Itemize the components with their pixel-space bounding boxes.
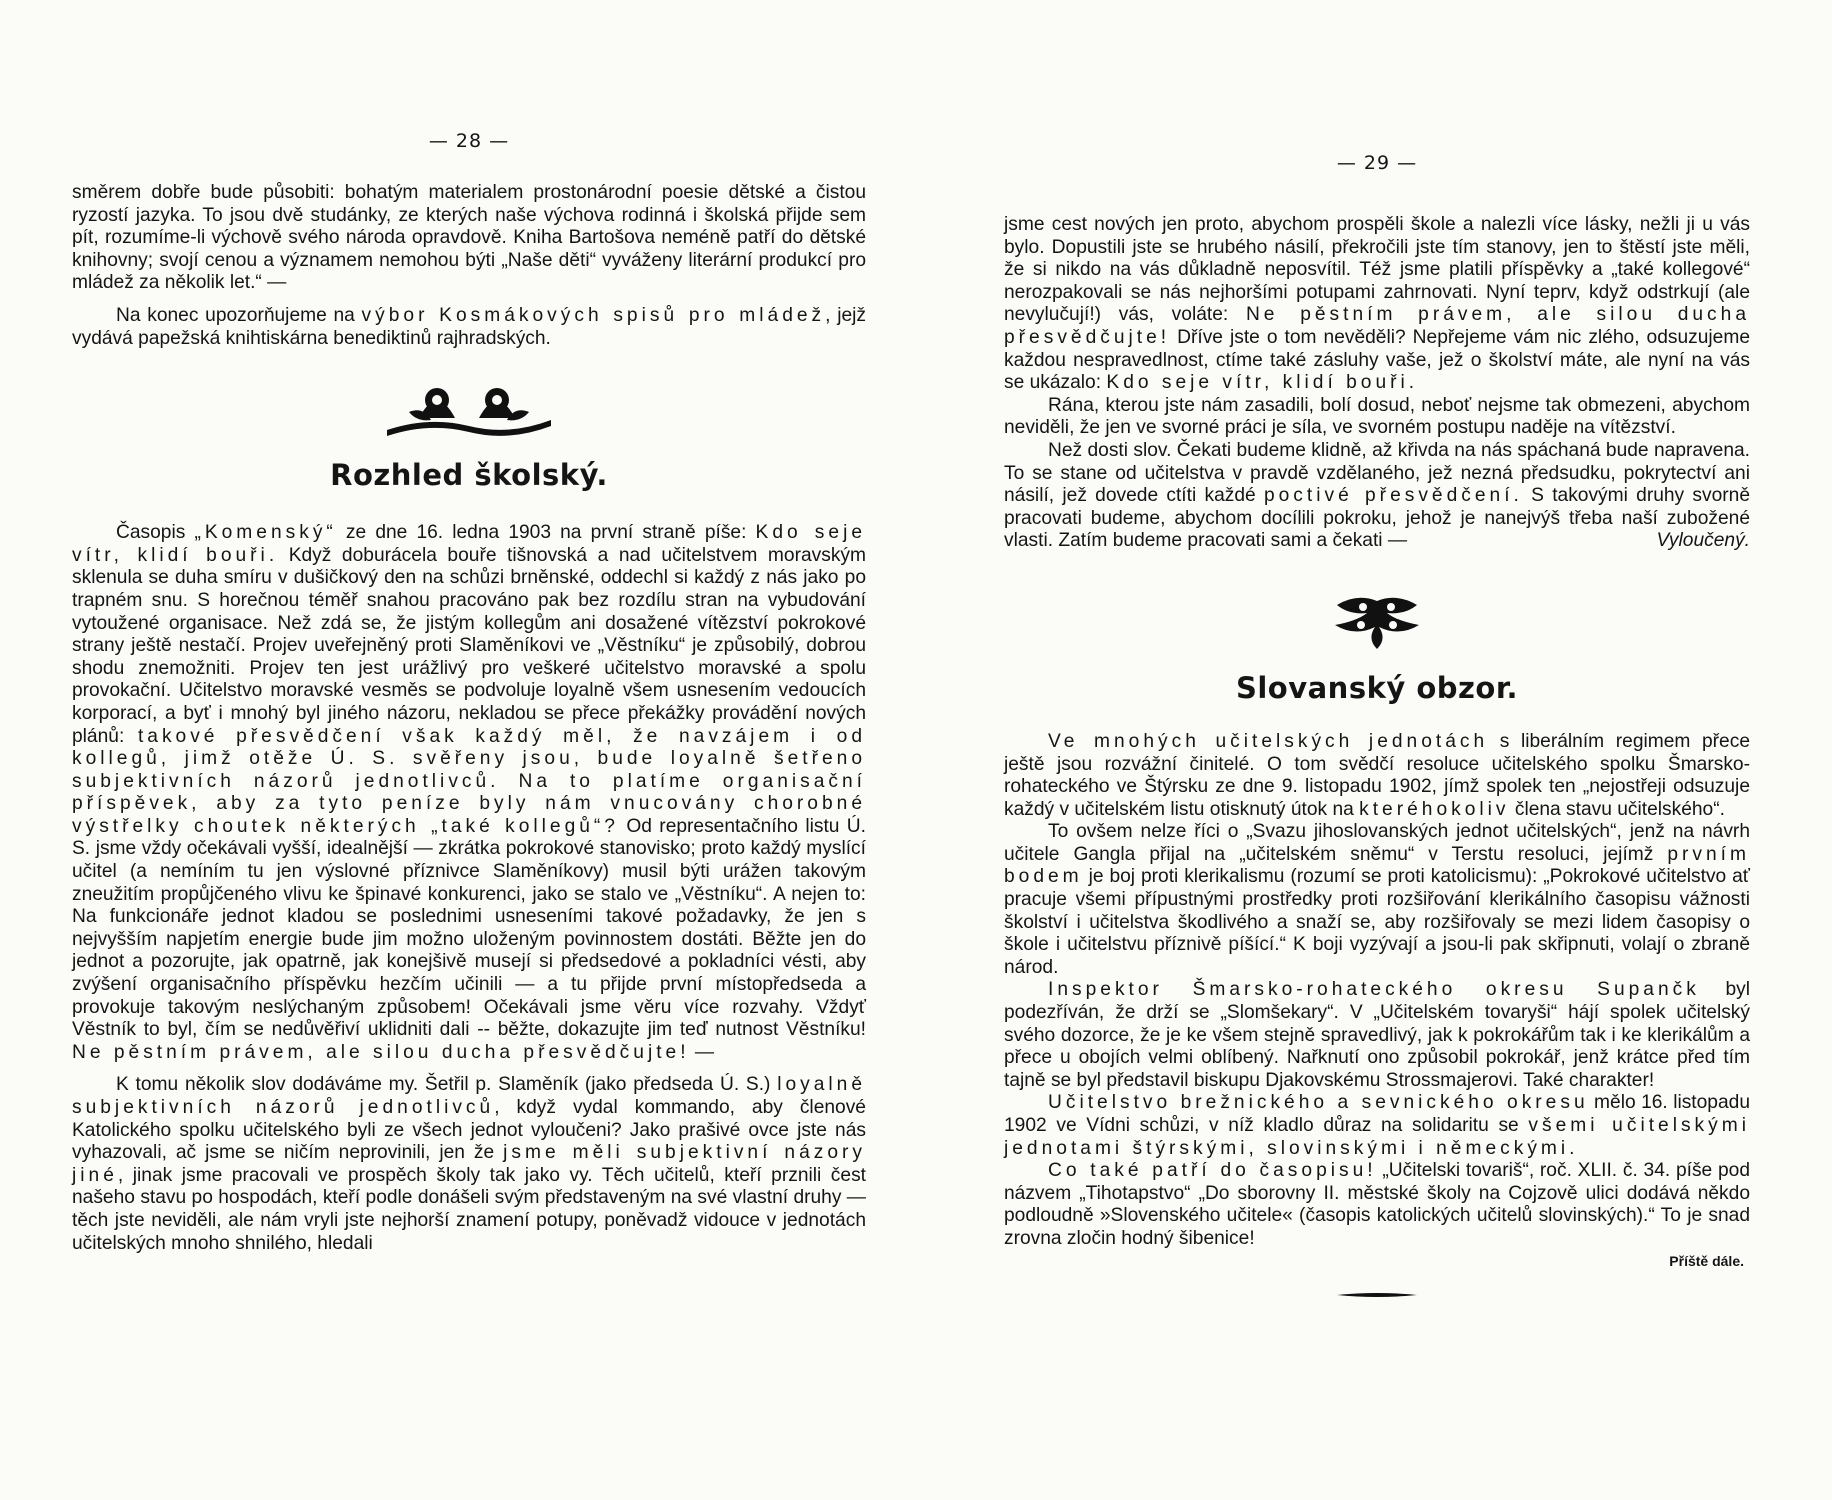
floral-ornament-icon bbox=[379, 376, 559, 442]
spaced-text: kteréhokoliv bbox=[1359, 798, 1510, 820]
text-run: ze dne 16. ledna 1903 na první straně píše: bbox=[336, 522, 756, 544]
text-run: člena stavu učitelského“. bbox=[1509, 798, 1725, 820]
spaced-text: Ne pěstním právem, ale silou ducha přesvědčujte! bbox=[1004, 304, 1750, 348]
right-paragraph-6 bbox=[1004, 979, 1750, 1092]
page-number-right: — 29 — bbox=[1336, 152, 1418, 174]
spaced-text: jsme měli subjektivní názory jiné bbox=[72, 1142, 866, 1186]
spaced-text: Ne pěstním právem, ale silou ducha přesvědčujte! bbox=[72, 1041, 690, 1063]
left-paragraph-2 bbox=[72, 305, 866, 350]
right-paragraph-3 bbox=[1004, 440, 1750, 553]
left-page bbox=[0, 0, 900, 1500]
text-run: Než dosti slov. Čekati budeme klidně, až křivda na nás spáchaná bude napravena. To se stane od učitelstva v pravdě vzdělaného, jež nezná předsudku, pokrytectví ani násilí, jež dovede ctíti každé bbox=[1004, 439, 1750, 507]
text-run: Od representačního listu Ú. S. jsme vždy očekávali vyšší, idealnější — zkrátka pokrokové stanovisko; proto každý myslící učitel (a nemíním tu jen výslovné příznivce Slaměníkovy) musil býti urážen takovým zneužitím propůjčeného vlivu ke špinavé konkurenci, jako se stalo ve „Věstníku“. A nejen to: Na funkcionáře jednot kladou se poslednimi usneseními takové požadavky, že jen s nejvyšším napjetím energie bude jim možno uloženým povinnostem dostáti. Běžte jen do jednot a pozorujte, jak opatrně, jak konejšivě musejí si předsedové a pokladníci vésti, aby zvýšení organisačního příspěvku hezčím učinili — a tu přijde první místopředseda a provokuje takovým neslýchaným způsobem! Očekávali jsme věru více rozvahy. Vždyť Věstník to byl, čím se nedůvěřiví uklidniti dali -- běžte, dokazujte jim teď nutnost Věstníku! bbox=[72, 815, 866, 1041]
spaced-text: Kdo seje vítr, klidí bouři. bbox=[72, 522, 867, 566]
spaced-text: Učitelstvo brežnického a sevnického okresu bbox=[1048, 1092, 1589, 1114]
left-paragraph-1: směrem dobře bude působiti: bohatým materialem prostonárodní poesie dětské a čistou ryzostí jazyka. To jsou dvě studánky, ze kterých naše výchova rodinná i školská přijde sem pít, rozumíme-li výchově svého národa opravdově. Kniha Bartošova neméně patří do dětské knihovny; svojí cenou a významem nemohou býti „Naše děti“ vyváženy literární produkcí pro mládež za několik let.“ — bbox=[72, 182, 866, 294]
text-run: s liberálním regimem přece ještě jsou rozvážní činitelé. O tom svědčí resoluce učitelského spolku Šmarsko-rohateckého ve Štýrsku ze dne 9. listopadu 1902, jímž spolek ten „nejostřeji odsuzuje každý v učitelském listu otisknutý útok na bbox=[1004, 730, 1750, 820]
text-run: , když vydal kommando, aby členové Katolického spolku učitelského byli ze všech jednot vyloučeni? Jako prašivé ovce jste nás vyhazovali, ač jsme se ničím neprovinili, jen že bbox=[72, 1097, 866, 1164]
spaced-text: Inspektor Šmarsko-rohateckého okresu Supančk bbox=[1048, 979, 1700, 1001]
text-run: je boj proti klerikalismu (rozumí se proti katolicismu): „Pokrokové učitelstvo ať pracuje všemi přípustnými prostředky proti rozšiřování klerikálního časopisu vážnosti školství i učitelstva škodlivého a snaží se, aby rozšiřovaly se mezi lidem časopisy o škole i učitelstvu příznivě píšící.“ K boji vyzývají a jsou-li pak skřipnuti, volají o zbraně národ. bbox=[1004, 866, 1750, 978]
text-run: K tomu několik slov dodáváme my. Šetřil p. Slaměník (jako předseda Ú. S.) bbox=[116, 1074, 778, 1096]
right-paragraph-2: Rána, kterou jste nám zasadili, bolí dosud, neboť nejsme tak obmezeni, abychom neviděli, že jen ve svorné práci je síla, ve svorném postupu naděje na vítězství. bbox=[1004, 394, 1750, 439]
section-title-obzor: Slovanský obzor. bbox=[1235, 670, 1519, 705]
spaced-text: prvním bodem bbox=[1004, 843, 1750, 888]
left-paragraph-3 bbox=[72, 522, 866, 1064]
end-rule-icon bbox=[1337, 1291, 1417, 1299]
text-run: Dříve jste o tom nevěděli? Nepřejeme vám nic zlého, odsuzujeme každou nespravedlnost, ctíme také zásluhy vaše, jež o školství máte, ale nyní na vás se ukázalo: bbox=[1004, 326, 1750, 394]
right-paragraph-8 bbox=[1004, 1160, 1750, 1250]
leaf-ornament-icon bbox=[1327, 591, 1427, 651]
right-paragraph-1 bbox=[1004, 214, 1750, 395]
page-number-left: — 28 — bbox=[428, 130, 510, 152]
text-run: byl podezříván, že drží se „Slomšekary“. V „Učitelském tovaryši“ hájí spolek učitelský svého dozorce, že je ke všem stejně spravedlivý, jak k pokrokářům tak i ke klerikálům a přece u obojích velmi oblíbený. Nařknutí ono způsobil pokrokář, jenž krátce před tím tajně se byl představil biskupu Djakovskému Strossmajerovi. Také charakter! bbox=[1004, 979, 1751, 1091]
text-run: , jejž vydává papežská knihtiskárna benediktinů rajhradských. bbox=[72, 304, 866, 349]
right-paragraph-5 bbox=[1004, 821, 1750, 979]
text-run: jsme cest nových jen proto, abychom prospěli škole a nalezli více lásky, nežli ji u vás bylo. Dopustili jste se hrubého násilí, překročili jste tím stanovy, jen to štěstí jste měli, že si nikdo na vás důkladně neposvítil. Též jsme platili příspěvky a „také kollegové“ nerozpakovali se nás nejhoršími potupami zahrnovati. Nyní teprv, když odstrkují (ale nevylučují!) vás, voláte: bbox=[1004, 214, 1750, 326]
text-run: Časopis bbox=[116, 522, 195, 544]
spaced-text: všemi učitelskými jednotami štýrskými, slovinskými i německými. bbox=[1004, 1115, 1750, 1159]
text-run: Když doburácela bouře tišnovská a nad učitelstvem moravským sklenula se duha smíru v dušičkový den na schůzi brněnské, oddechl si každý z nás jako po trapném snu. S horečnou téměř snahou pracováno pak bez rozdílu stran na vybudování vytoužené organisace. Než zdá se, že jistým kollegům ani dosažené vítězství pokrokové strany ještě nestačí. Projev uveřejněný proti Slaměníkovi ve „Věstníku“ je způsobilý, dobrou shodu znemožniti. Projev ten jest urážlivý pro veškeré učitelstvo moravské a spolu provokační. Učitelstvo moravské vesměs se podvoluje loyalně všem usnesením vedoucích korporací, a byť i mnohý byl jiného názoru, nekladou se přece překážky provádění nových plánů: bbox=[72, 544, 866, 747]
text-run: To ovšem nelze říci o „Svazu jihoslovanských jednot učitelských“, jenž na návrh učitele Gangla přijal na „učitelském sněmu“ v Terstu resoluci, jejímž bbox=[1004, 821, 1750, 865]
spaced-text: takové přesvědčení však každý měl, že navzájem i od kollegů, jimž otěže Ú. S. svěřeny jsou, bude loyalně šetřeno subjektivních názorů jednotlivců. Na to platíme organisační příspěvek, aby za tyto peníze byly nám vnucovány chorobné výstřelky choutek některých „také kollegů“? bbox=[72, 725, 866, 837]
spaced-text: Ve mnohých učitelských jednotách bbox=[1048, 730, 1489, 752]
spaced-text: výbor Kosmákových spisů pro mládež bbox=[361, 304, 826, 326]
text-run: , jinak jsme pracovali ve prospěch školy tak jako vy. Těch učitelů, kteří prznili čest našeho stavu po hospodách, kteří podle donášeli svým představeným na své vlastní druhy — těch jste neviděli, ale nám vryli jste nejhorší znamení potupy, poněvadž vidouce v jednotách učitelských mnoho shnilého, hledali bbox=[72, 1164, 866, 1254]
right-page bbox=[960, 0, 1832, 1500]
continued-note: Příště dále. bbox=[1669, 1252, 1744, 1269]
section-title-rozhled: Rozhled školský. bbox=[330, 458, 608, 493]
spaced-text: Co také patří do časopisu! bbox=[1048, 1160, 1377, 1182]
text-run: Na konec upozorňujeme na bbox=[116, 304, 362, 326]
text-run: mělo 16. listopadu 1902 ve Vídni schůzi, v níž kladlo důraz na solidaritu se bbox=[1004, 1092, 1750, 1136]
right-paragraph-7 bbox=[1004, 1092, 1750, 1160]
spaced-text: „Komenský“ bbox=[194, 522, 337, 544]
text-run: — bbox=[689, 1041, 715, 1063]
right-paragraph-4 bbox=[1004, 731, 1750, 821]
left-paragraph-4 bbox=[72, 1074, 866, 1255]
spaced-text: loyalně subjektivních názorů jednotlivců bbox=[72, 1074, 866, 1118]
text-run: S takovými druhy svorně pracovati budeme, abychom docílili pokroku, jehož je nanejvýš třeba naší zubožené vlasti. Zatím budeme pracovati sami a čekati — bbox=[1004, 485, 1750, 552]
text-run: „Učitelski tovariš“, roč. XLII. č. 34. píše pod názvem „Tihotapstvo“ „Do sborovny II. městské školy na Cojzově ulici dodává někdo podloudně »Slovenského učitele« (časopis katolických učitelů slovinských).“ To je snad zrovna zločin hodný šibenice! bbox=[1004, 1160, 1750, 1249]
spaced-text: poctivé přesvědčení. bbox=[1263, 485, 1523, 507]
signature: Vyloučený. bbox=[1656, 530, 1750, 552]
spaced-text: Kdo seje vítr, klidí bouři. bbox=[1106, 372, 1419, 394]
